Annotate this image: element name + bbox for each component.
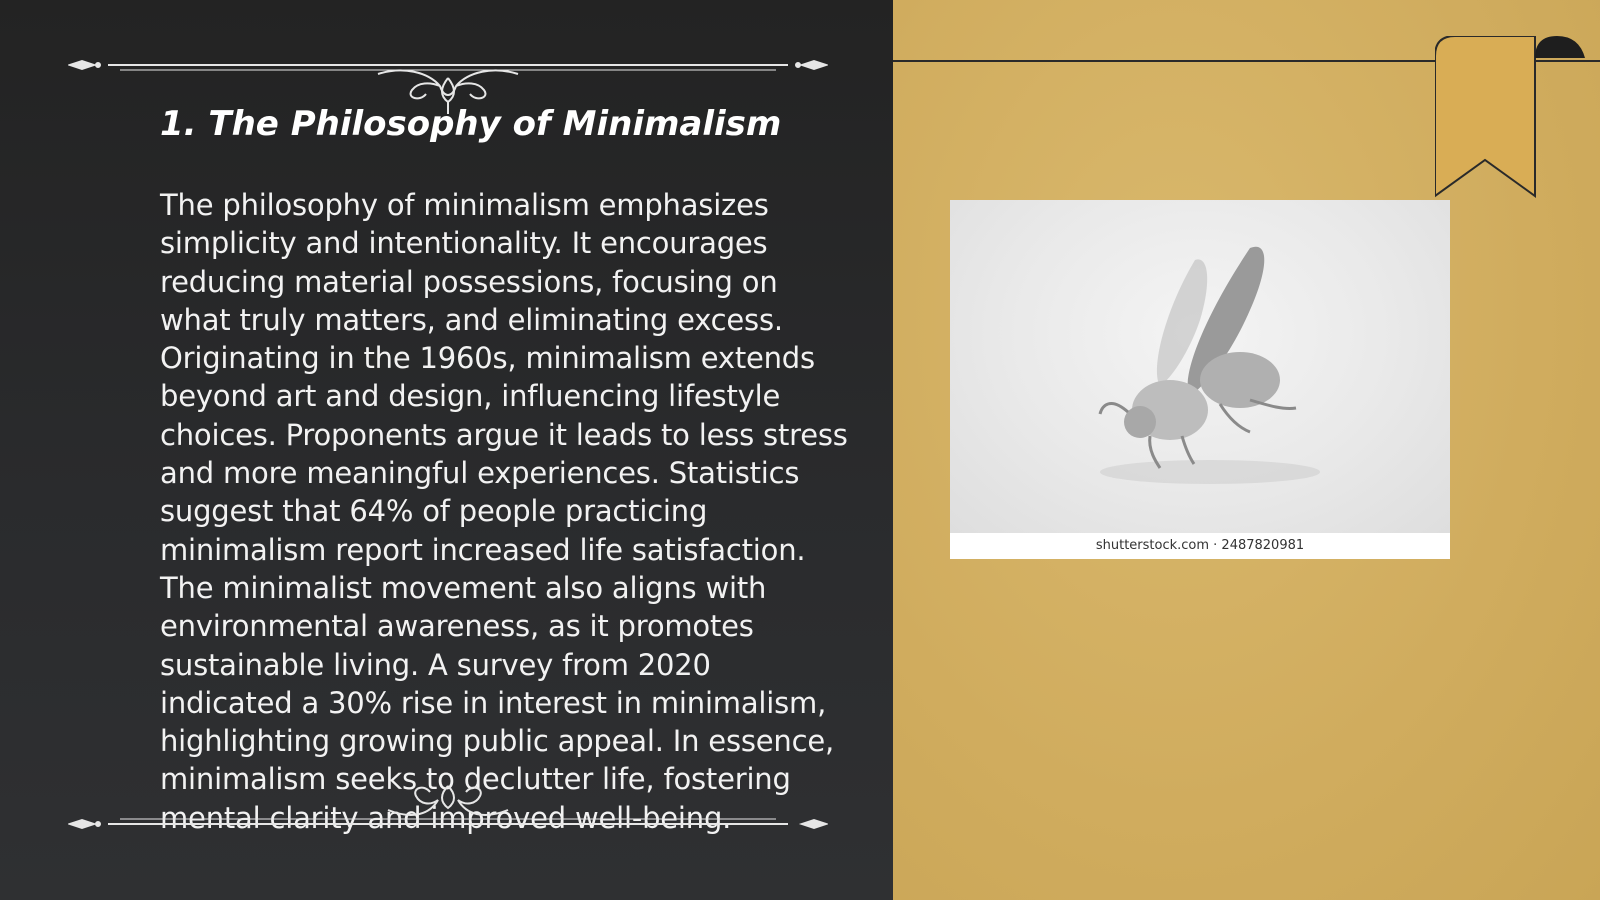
slide-body-text: The philosophy of minimalism emphasizes simplicity and intentionality. It encourages reducing material possessions, focusing on what truly matters, and eliminating excess. Originating in the 1960s, minimalism extends beyond art and design, influencing lifestyle choices. Proponents argue it leads to less stress and more meaningful experiences. Statistics suggest that 64% of people practicing minimalism report increased life satisfaction. The minimalist movement also aligns with environmental awareness, as it promotes sustainable living. A survey from 2020 indicated a 30% rise in interest in minimalism, highlighting growing public appeal. In essence, minimalism seeks to declutter life, fostering mental clarity and improved well-being. [160, 188, 848, 835]
bottom-ornament-divider [68, 780, 828, 832]
slide-title: 1. The Philosophy of Minimalism [160, 104, 782, 144]
photo-frame [950, 200, 1450, 559]
bee-icon [950, 200, 1450, 533]
bee-photo [950, 200, 1450, 533]
bookmark-ribbon [1435, 36, 1600, 201]
photo-caption: shutterstock.com · 2487820981 [1095, 538, 1305, 553]
